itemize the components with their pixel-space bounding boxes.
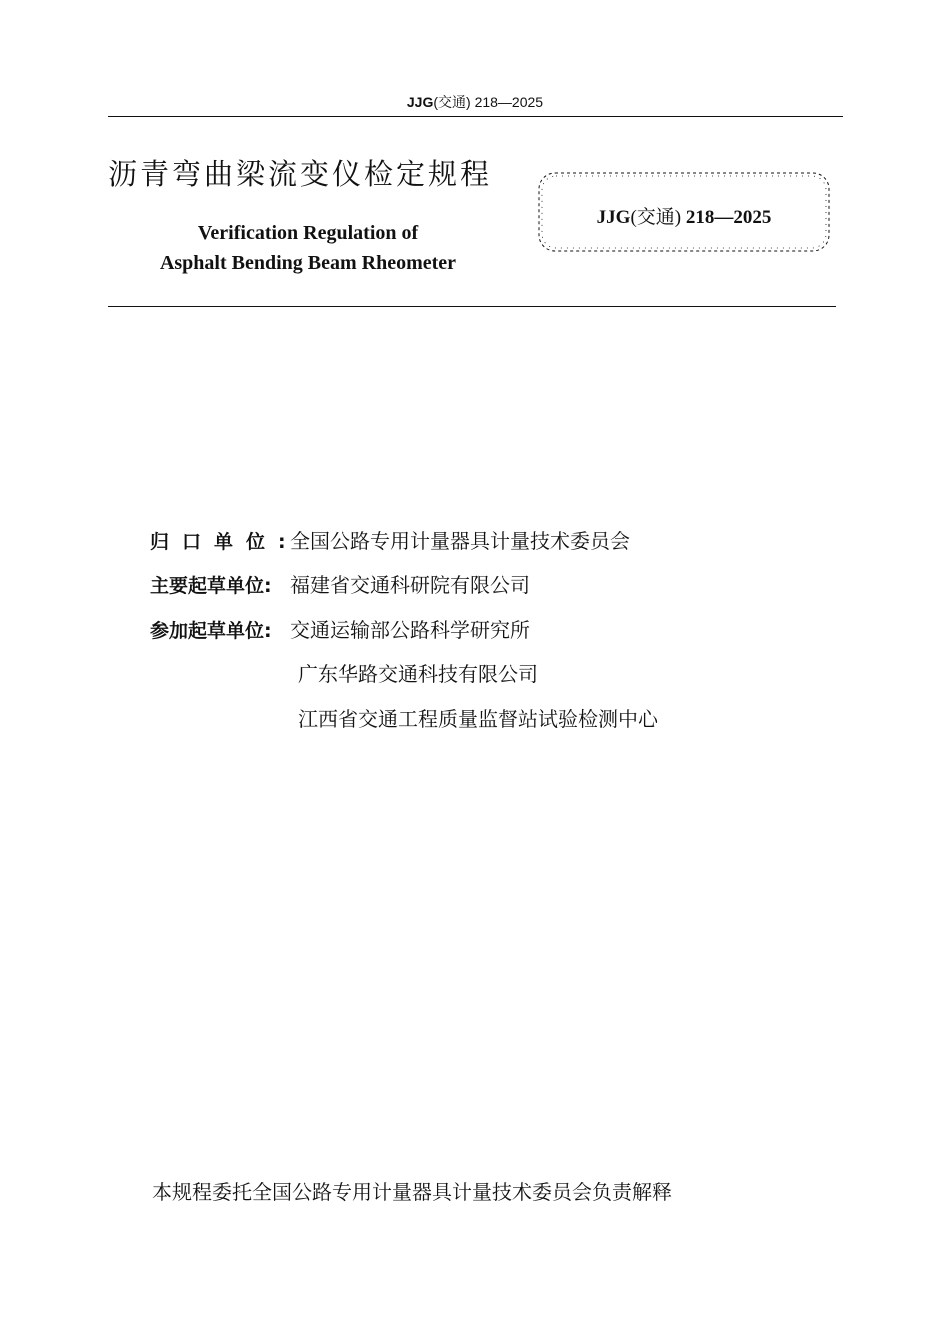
header-code-paren: (交通) [433, 94, 471, 110]
english-title [108, 218, 508, 278]
english-title-line-1: Verification Regulation of [197, 222, 419, 244]
participating-drafter-label: 参加起草单位: [150, 620, 272, 642]
main-drafter-row [150, 572, 530, 599]
standard-code [536, 202, 832, 229]
header-code-number: 218—2025 [474, 94, 544, 110]
title-rule [108, 306, 836, 307]
participating-drafter-value: 交通运输部公路科学研究所 [290, 618, 530, 642]
standard-code-number: 218—2025 [685, 207, 772, 228]
participating-drafter-value: 江西省交通工程质量监督站试验检测中心 [298, 707, 658, 731]
english-title-line-2: Asphalt Bending Beam Rheometer [159, 252, 457, 274]
standard-code-paren: (交通) [630, 207, 682, 228]
responsible-unit-value: 全国公路专用计量器具计量技术委员会 [290, 529, 630, 553]
chinese-title: 沥青弯曲梁流变仪检定规程 [108, 157, 493, 191]
responsible-unit-label: 归口单位: [150, 531, 299, 553]
interpretation-note: 本规程委托全国公路专用计量器具计量技术委员会负责解释 [152, 1180, 672, 1204]
header-rule [108, 116, 843, 117]
main-drafter-value: 福建省交通科研院有限公司 [290, 573, 530, 597]
running-header-code [0, 92, 950, 112]
responsible-unit-row [150, 528, 630, 555]
main-drafter-label: 主要起草单位: [150, 575, 272, 597]
participating-drafter-row [150, 617, 530, 644]
standard-code-box [536, 170, 832, 254]
standard-code-prefix: JJG [596, 207, 631, 228]
header-code-prefix: JJG [406, 94, 434, 110]
participating-drafter-value: 广东华路交通科技有限公司 [298, 662, 538, 686]
